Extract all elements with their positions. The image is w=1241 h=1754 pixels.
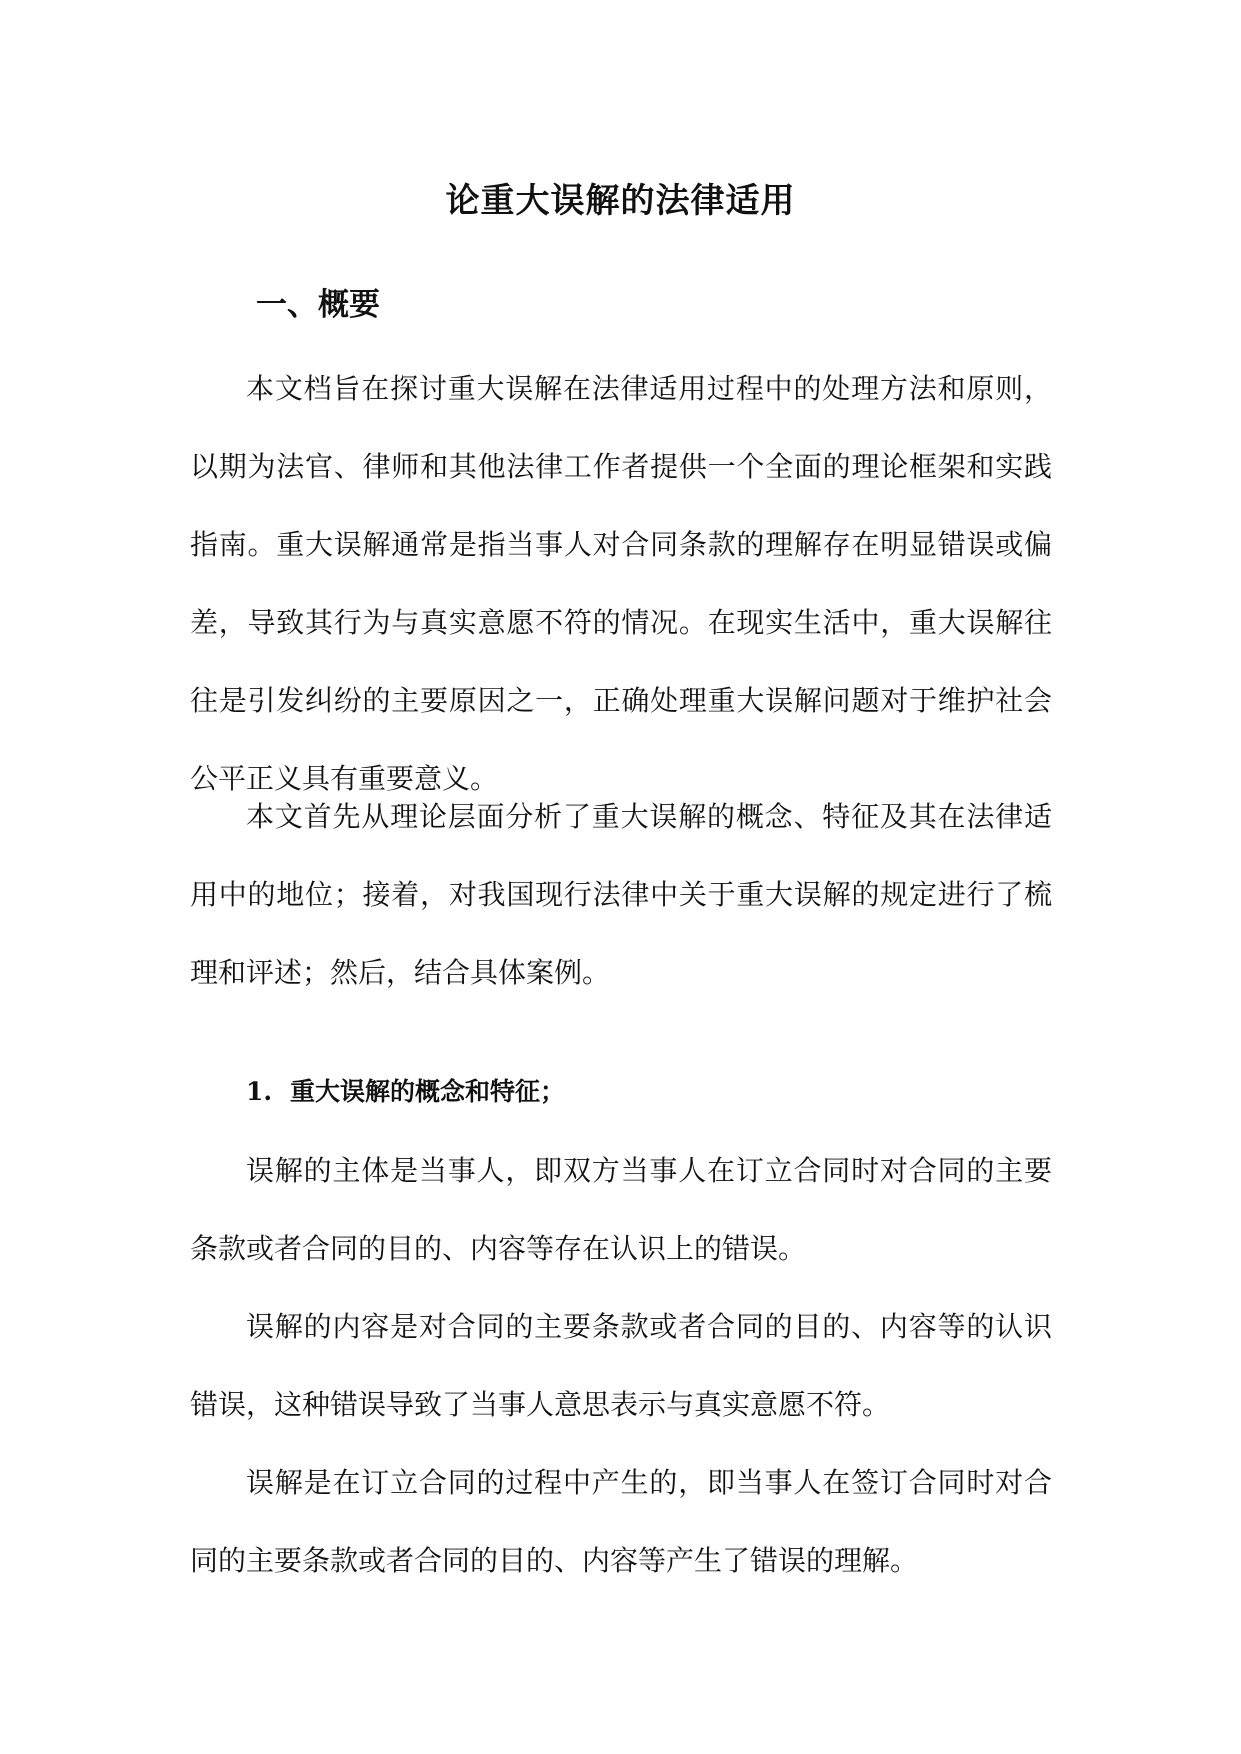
document-title: 论重大误解的法律适用: [445, 180, 796, 221]
paragraph: 误解是在订立合同的过程中产生的，即当事人在签订合同时对合同的主要条款或者合同的目的、内容等产生了错误的理解。: [190, 1466, 1052, 1577]
paragraph: 误解的内容是对合同的主要条款或者合同的目的、内容等的认识错误，这种错误导致了当事人意思表示与真实意愿不符。: [190, 1310, 1052, 1421]
paragraph: 本文首先从理论层面分析了重大误解的概念、特征及其在法律适用中的地位；接着，对我国现行法律中关于重大误解的规定进行了梳理和评述；然后，结合具体案例。: [190, 800, 1052, 989]
paragraph: 本文档旨在探讨重大误解在法律适用过程中的处理方法和原则，以期为法官、律师和其他法律工作者提供一个全面的理论框架和实践指南。重大误解通常是指当事人对合同条款的理解存在明显错误或偏差，导致其行为与真实意愿不符的情况。在现实生活中，重大误解往往是引发纠纷的主要原因之一，正确处理重大误解问题对于维护社会公平正义具有重要意义。: [190, 372, 1052, 795]
subsection-title: 重大误解的概念和特征；: [290, 1077, 566, 1106]
subsection-number: 1.: [246, 1077, 273, 1106]
paragraph: 误解的主体是当事人，即双方当事人在订立合同时对合同的主要条款或者合同的目的、内容等存在认识上的错误。: [190, 1154, 1052, 1265]
subsection-heading: [246, 1062, 565, 1122]
section-heading-overview: 一、概要: [256, 287, 380, 323]
